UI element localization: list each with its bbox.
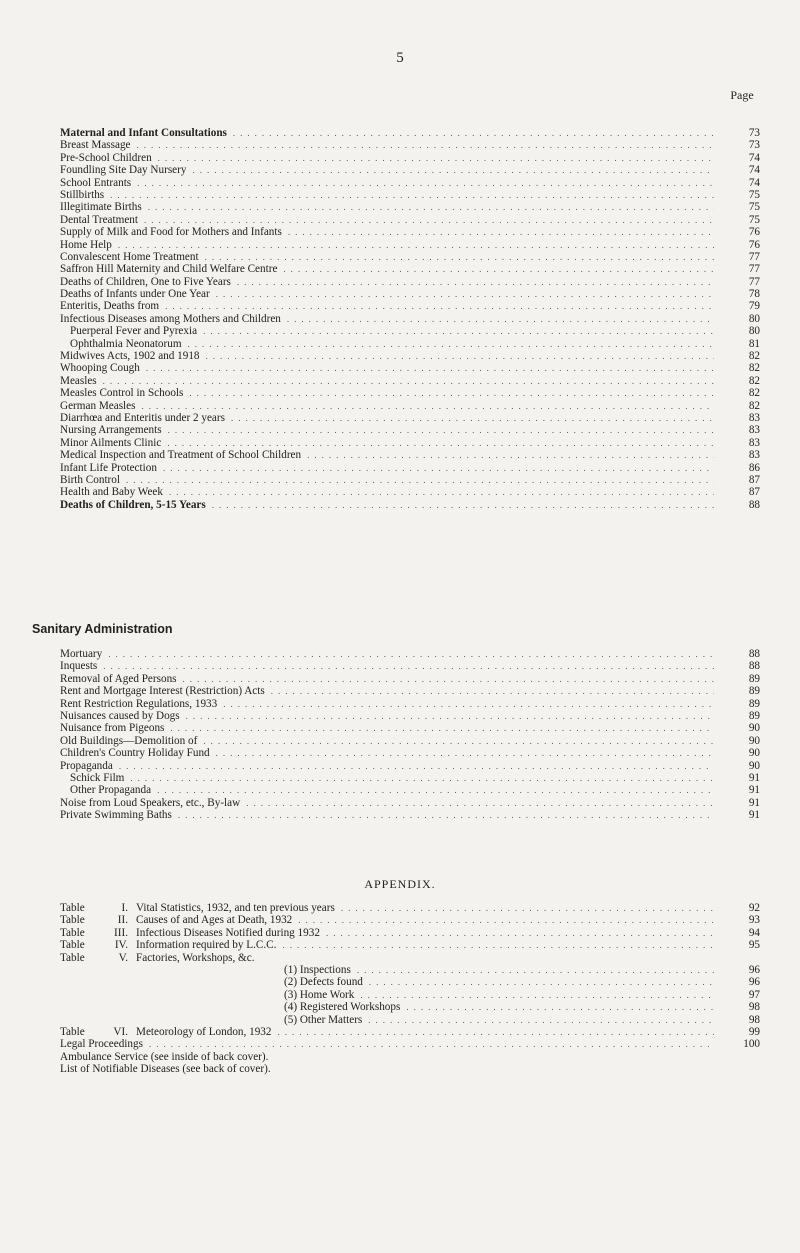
dot-leader (148, 201, 714, 213)
dot-leader (357, 964, 714, 976)
entry-page-number: 96 (748, 963, 760, 976)
dot-leader (165, 300, 714, 312)
dot-leader (118, 239, 714, 251)
contents-entry (60, 747, 760, 759)
entry-page-number: 90 (748, 734, 760, 747)
entry-page-number: 88 (748, 498, 760, 511)
contents-entry (60, 772, 760, 784)
dot-leader (203, 325, 714, 337)
entry-page-number: 75 (748, 201, 760, 214)
entry-page-number: 86 (748, 461, 760, 474)
entry-page-number: 77 (748, 275, 760, 288)
page-column-header: Page (730, 88, 754, 102)
appendix-entry (60, 976, 760, 988)
entry-page-number: 81 (748, 337, 760, 350)
dot-leader (368, 1014, 714, 1026)
entry-page-number: 80 (748, 312, 760, 325)
appendix-entry (60, 1001, 760, 1013)
entry-title: Puerperal Fever and Pyrexia (70, 325, 198, 338)
entry-title: Foundling Site Day Nursery (60, 164, 187, 177)
entry-title: (2) Defects found (284, 976, 363, 989)
entry-page-number: 75 (748, 188, 760, 201)
page-number: 5 (396, 50, 404, 66)
entry-title: Other Propaganda (70, 784, 152, 797)
appendix-entry (60, 914, 760, 926)
appendix-entry (60, 902, 760, 914)
entry-title: Measles Control in Schools (60, 387, 184, 400)
entry-title: (3) Home Work (284, 988, 355, 1001)
contents-entry (60, 189, 760, 201)
contents-entry (60, 325, 760, 337)
table-word: Table (60, 951, 85, 964)
dot-leader (283, 263, 714, 275)
contents-entry (60, 338, 760, 350)
entry-title: Home Help (60, 238, 112, 251)
entry-title: Removal of Aged Persons (60, 672, 177, 685)
dot-leader (288, 226, 714, 238)
dot-leader (110, 189, 714, 201)
entry-page-number: 88 (748, 660, 760, 673)
entry-title: Midwives Acts, 1902 and 1918 (60, 350, 200, 363)
dot-leader (212, 499, 714, 511)
entry-page-number: 83 (748, 436, 760, 449)
entry-title: Mortuary (60, 648, 103, 660)
entry-title: Dental Treatment (60, 213, 138, 226)
appendix-entry (60, 1026, 760, 1038)
dot-leader (108, 648, 714, 660)
dot-leader (146, 362, 714, 374)
dot-leader (157, 784, 714, 796)
entry-page-number: 91 (748, 784, 760, 797)
entry-title: Medical Inspection and Treatment of School Children (60, 449, 302, 462)
entry-title: Nuisances caused by Dogs (60, 709, 180, 722)
contents-entry (60, 462, 760, 474)
entry-title: Breast Massage (60, 139, 131, 152)
entry-title: List of Notifiable Diseases (see back of cover). (60, 1063, 271, 1076)
contents-entry (60, 300, 760, 312)
entry-title: Enteritis, Deaths from (60, 300, 160, 313)
contents-entry (60, 164, 760, 176)
entry-page-number: 89 (748, 685, 760, 698)
dot-leader (137, 139, 714, 151)
entry-title: Health and Baby Week (60, 486, 163, 499)
appendix-entry (60, 952, 760, 964)
table-numeral: I. (121, 902, 128, 914)
entry-title: Deaths of Children, 5-15 Years (60, 498, 206, 511)
sanitary-list (60, 648, 760, 821)
dot-leader (326, 927, 714, 939)
entry-page-number: 79 (748, 300, 760, 313)
appendix-entry (60, 1038, 760, 1050)
dot-leader (192, 164, 714, 176)
dot-leader (149, 1038, 714, 1050)
contents-entry (60, 449, 760, 461)
dot-leader (341, 902, 714, 914)
contents-entry (60, 760, 760, 772)
dot-leader (277, 1026, 714, 1038)
contents-entry (60, 660, 760, 672)
contents-entry (60, 424, 760, 436)
entry-title: Legal Proceedings (60, 1038, 143, 1051)
dot-leader (168, 424, 714, 436)
entry-title: School Entrants (60, 176, 132, 189)
dot-leader (205, 251, 714, 263)
entry-page-number: 89 (748, 672, 760, 685)
contents-entry (60, 698, 760, 710)
entry-title: Diarrhœa and Enteritis under 2 years (60, 411, 225, 424)
entry-page-number: 82 (748, 362, 760, 375)
dot-leader (231, 412, 714, 424)
dot-leader (287, 313, 714, 325)
entry-title: Causes of and Ages at Death, 1932 (136, 914, 293, 927)
entry-page-number: 73 (748, 127, 760, 139)
dot-leader (223, 698, 714, 710)
entry-page-number: 80 (748, 325, 760, 338)
entry-page-number: 95 (748, 939, 760, 952)
dot-leader (169, 486, 714, 498)
entry-page-number: 91 (748, 796, 760, 809)
entry-page-number: 77 (748, 250, 760, 263)
contents-entry (60, 313, 760, 325)
dot-leader (103, 375, 714, 387)
entry-title: Measles (60, 374, 97, 387)
entry-title: Propaganda (60, 759, 113, 772)
table-numeral: IV. (114, 939, 128, 952)
dot-leader (170, 722, 714, 734)
entry-title: Schick Film (70, 771, 125, 784)
appendix-title: APPENDIX. (364, 877, 436, 891)
dot-leader (183, 673, 714, 685)
contents-entry (60, 735, 760, 747)
entry-page-number: 82 (748, 350, 760, 363)
contents-entry (60, 350, 760, 362)
contents-entry (60, 809, 760, 821)
appendix-entry (60, 927, 760, 939)
entry-title: Private Swimming Baths (60, 809, 172, 822)
entry-title: Rent and Mortgage Interest (Restriction) Acts (60, 685, 265, 698)
contents-entry (60, 139, 760, 151)
entry-title: Nuisance from Pigeons (60, 722, 165, 735)
entry-page-number: 82 (748, 399, 760, 412)
dot-leader (119, 760, 714, 772)
contents-entry (60, 263, 760, 275)
entry-page-number: 90 (748, 722, 760, 735)
entry-title: Vital Statistics, 1932, and ten previous years (136, 902, 335, 914)
appendix-entry (60, 939, 760, 951)
entry-page-number: 92 (748, 902, 760, 914)
contents-entry (60, 474, 760, 486)
dot-leader (369, 976, 714, 988)
dot-leader (360, 989, 714, 1001)
table-numeral: II. (117, 914, 128, 927)
entry-title: Pre-School Children (60, 151, 152, 164)
entry-page-number: 87 (748, 486, 760, 499)
entry-title: Deaths of Infants under One Year (60, 288, 210, 301)
contents-entry (60, 152, 760, 164)
entry-page-number: 96 (748, 976, 760, 989)
dot-leader (130, 772, 714, 784)
entry-page-number: 91 (748, 809, 760, 822)
entry-title: Minor Ailments Clinic (60, 436, 162, 449)
contents-entry (60, 648, 760, 660)
dot-leader (216, 288, 714, 300)
entry-page-number: 90 (748, 759, 760, 772)
entry-page-number: 98 (748, 1001, 760, 1014)
entry-page-number: 78 (748, 288, 760, 301)
entry-title: Rent Restriction Regulations, 1933 (60, 697, 218, 710)
dot-leader (178, 809, 714, 821)
entry-page-number: 77 (748, 263, 760, 276)
entry-page-number: 89 (748, 709, 760, 722)
dot-leader (271, 685, 714, 697)
table-word: Table (60, 1025, 85, 1038)
contents-entry (60, 400, 760, 412)
entry-page-number: 83 (748, 424, 760, 437)
entry-title: Supply of Milk and Food for Mothers and Infants (60, 226, 282, 239)
contents-entry (60, 214, 760, 226)
contents-entry (60, 784, 760, 796)
table-word: Table (60, 902, 85, 914)
entry-title: Birth Control (60, 473, 120, 486)
contents-entry (60, 499, 760, 511)
entry-title: Inquests (60, 660, 98, 673)
entry-title: Factories, Workshops, &c. (136, 951, 255, 964)
table-numeral: V. (118, 951, 128, 964)
entry-page-number: 100 (743, 1038, 760, 1051)
contents-list (60, 127, 760, 511)
contents-entry (60, 239, 760, 251)
entry-title: Infant Life Protection (60, 461, 157, 474)
entry-title: Children's Country Holiday Fund (60, 747, 210, 760)
dot-leader (167, 437, 714, 449)
entry-title: Ambulance Service (see inside of back cover). (60, 1050, 269, 1063)
entry-page-number: 76 (748, 226, 760, 239)
dot-leader (137, 177, 714, 189)
entry-title: Illegitimate Births (60, 201, 142, 214)
table-word: Table (60, 926, 85, 939)
entry-title: Nursing Arrangements (60, 424, 162, 437)
entry-title: Stillbirths (60, 188, 105, 201)
entry-page-number: 97 (748, 988, 760, 1001)
entry-page-number: 75 (748, 213, 760, 226)
entry-page-number: 76 (748, 238, 760, 251)
appendix-list (60, 902, 760, 1075)
entry-page-number: 74 (748, 151, 760, 164)
dot-leader (406, 1001, 714, 1013)
entry-page-number: 89 (748, 697, 760, 710)
entry-title: (4) Registered Workshops (284, 1001, 401, 1014)
contents-entry (60, 710, 760, 722)
entry-page-number: 83 (748, 411, 760, 424)
entry-page-number: 90 (748, 747, 760, 760)
dot-leader (216, 747, 714, 759)
entry-title: Noise from Loud Speakers, etc., By-law (60, 796, 241, 809)
contents-entry (60, 362, 760, 374)
table-word: Table (60, 939, 85, 952)
contents-entry (60, 722, 760, 734)
entry-title: (5) Other Matters (284, 1013, 363, 1026)
entry-page-number: 94 (748, 926, 760, 939)
dot-leader (307, 449, 714, 461)
dot-leader (233, 127, 714, 139)
dot-leader (158, 152, 714, 164)
contents-entry (60, 685, 760, 697)
table-word: Table (60, 914, 85, 927)
entry-title: Meteorology of London, 1932 (136, 1025, 272, 1038)
entry-page-number: 82 (748, 387, 760, 400)
appendix-entry (60, 989, 760, 1001)
contents-entry (60, 177, 760, 189)
entry-title: Deaths of Children, One to Five Years (60, 275, 231, 288)
entry-page-number: 87 (748, 473, 760, 486)
contents-entry (60, 288, 760, 300)
entry-title: German Measles (60, 399, 136, 412)
table-numeral: VI. (113, 1025, 128, 1038)
table-numeral: III. (114, 926, 128, 939)
appendix-entry (60, 964, 760, 976)
dot-leader (186, 710, 714, 722)
contents-entry (60, 251, 760, 263)
dot-leader (246, 797, 714, 809)
contents-entry (60, 127, 760, 139)
dot-leader (126, 474, 714, 486)
contents-entry (60, 797, 760, 809)
entry-page-number: 98 (748, 1013, 760, 1026)
appendix-entry (60, 1014, 760, 1026)
contents-entry (60, 276, 760, 288)
entry-title: Information required by L.C.C. (136, 939, 277, 952)
entry-page-number: 88 (748, 648, 760, 660)
contents-entry (60, 486, 760, 498)
dot-leader (188, 338, 714, 350)
entry-page-number: 83 (748, 449, 760, 462)
dot-leader (203, 735, 714, 747)
dot-leader (142, 400, 715, 412)
entry-title: Convalescent Home Treatment (60, 250, 199, 263)
contents-entry (60, 226, 760, 238)
contents-entry (60, 387, 760, 399)
appendix-entry (60, 1051, 760, 1063)
dot-leader (163, 462, 714, 474)
entry-page-number: 99 (748, 1025, 760, 1038)
contents-entry (60, 375, 760, 387)
entry-title: (1) Inspections (284, 963, 351, 976)
dot-leader (189, 387, 714, 399)
section-title-sanitary: Sanitary Administration (32, 622, 173, 636)
contents-entry (60, 412, 760, 424)
entry-page-number: 93 (748, 914, 760, 927)
entry-title: Saffron Hill Maternity and Child Welfare Centre (60, 263, 278, 276)
entry-page-number: 74 (748, 176, 760, 189)
entry-title: Old Buildings—Demolition of (60, 734, 198, 747)
dot-leader (237, 276, 714, 288)
entry-page-number: 73 (748, 139, 760, 152)
appendix-entry (60, 1063, 760, 1075)
contents-entry (60, 437, 760, 449)
entry-title: Infectious Diseases Notified during 1932 (136, 926, 320, 939)
entry-page-number: 74 (748, 164, 760, 177)
entry-title: Whooping Cough (60, 362, 140, 375)
dot-leader (282, 939, 714, 951)
dot-leader (298, 914, 714, 926)
dot-leader (206, 350, 714, 362)
entry-title: Infectious Diseases among Mothers and Children (60, 312, 281, 325)
dot-leader (103, 660, 714, 672)
entry-page-number: 91 (748, 771, 760, 784)
entry-page-number: 82 (748, 374, 760, 387)
contents-entry (60, 201, 760, 213)
entry-title: Ophthalmia Neonatorum (70, 337, 182, 350)
contents-entry (60, 673, 760, 685)
dot-leader (144, 214, 714, 226)
entry-title: Maternal and Infant Consultations (60, 127, 227, 139)
